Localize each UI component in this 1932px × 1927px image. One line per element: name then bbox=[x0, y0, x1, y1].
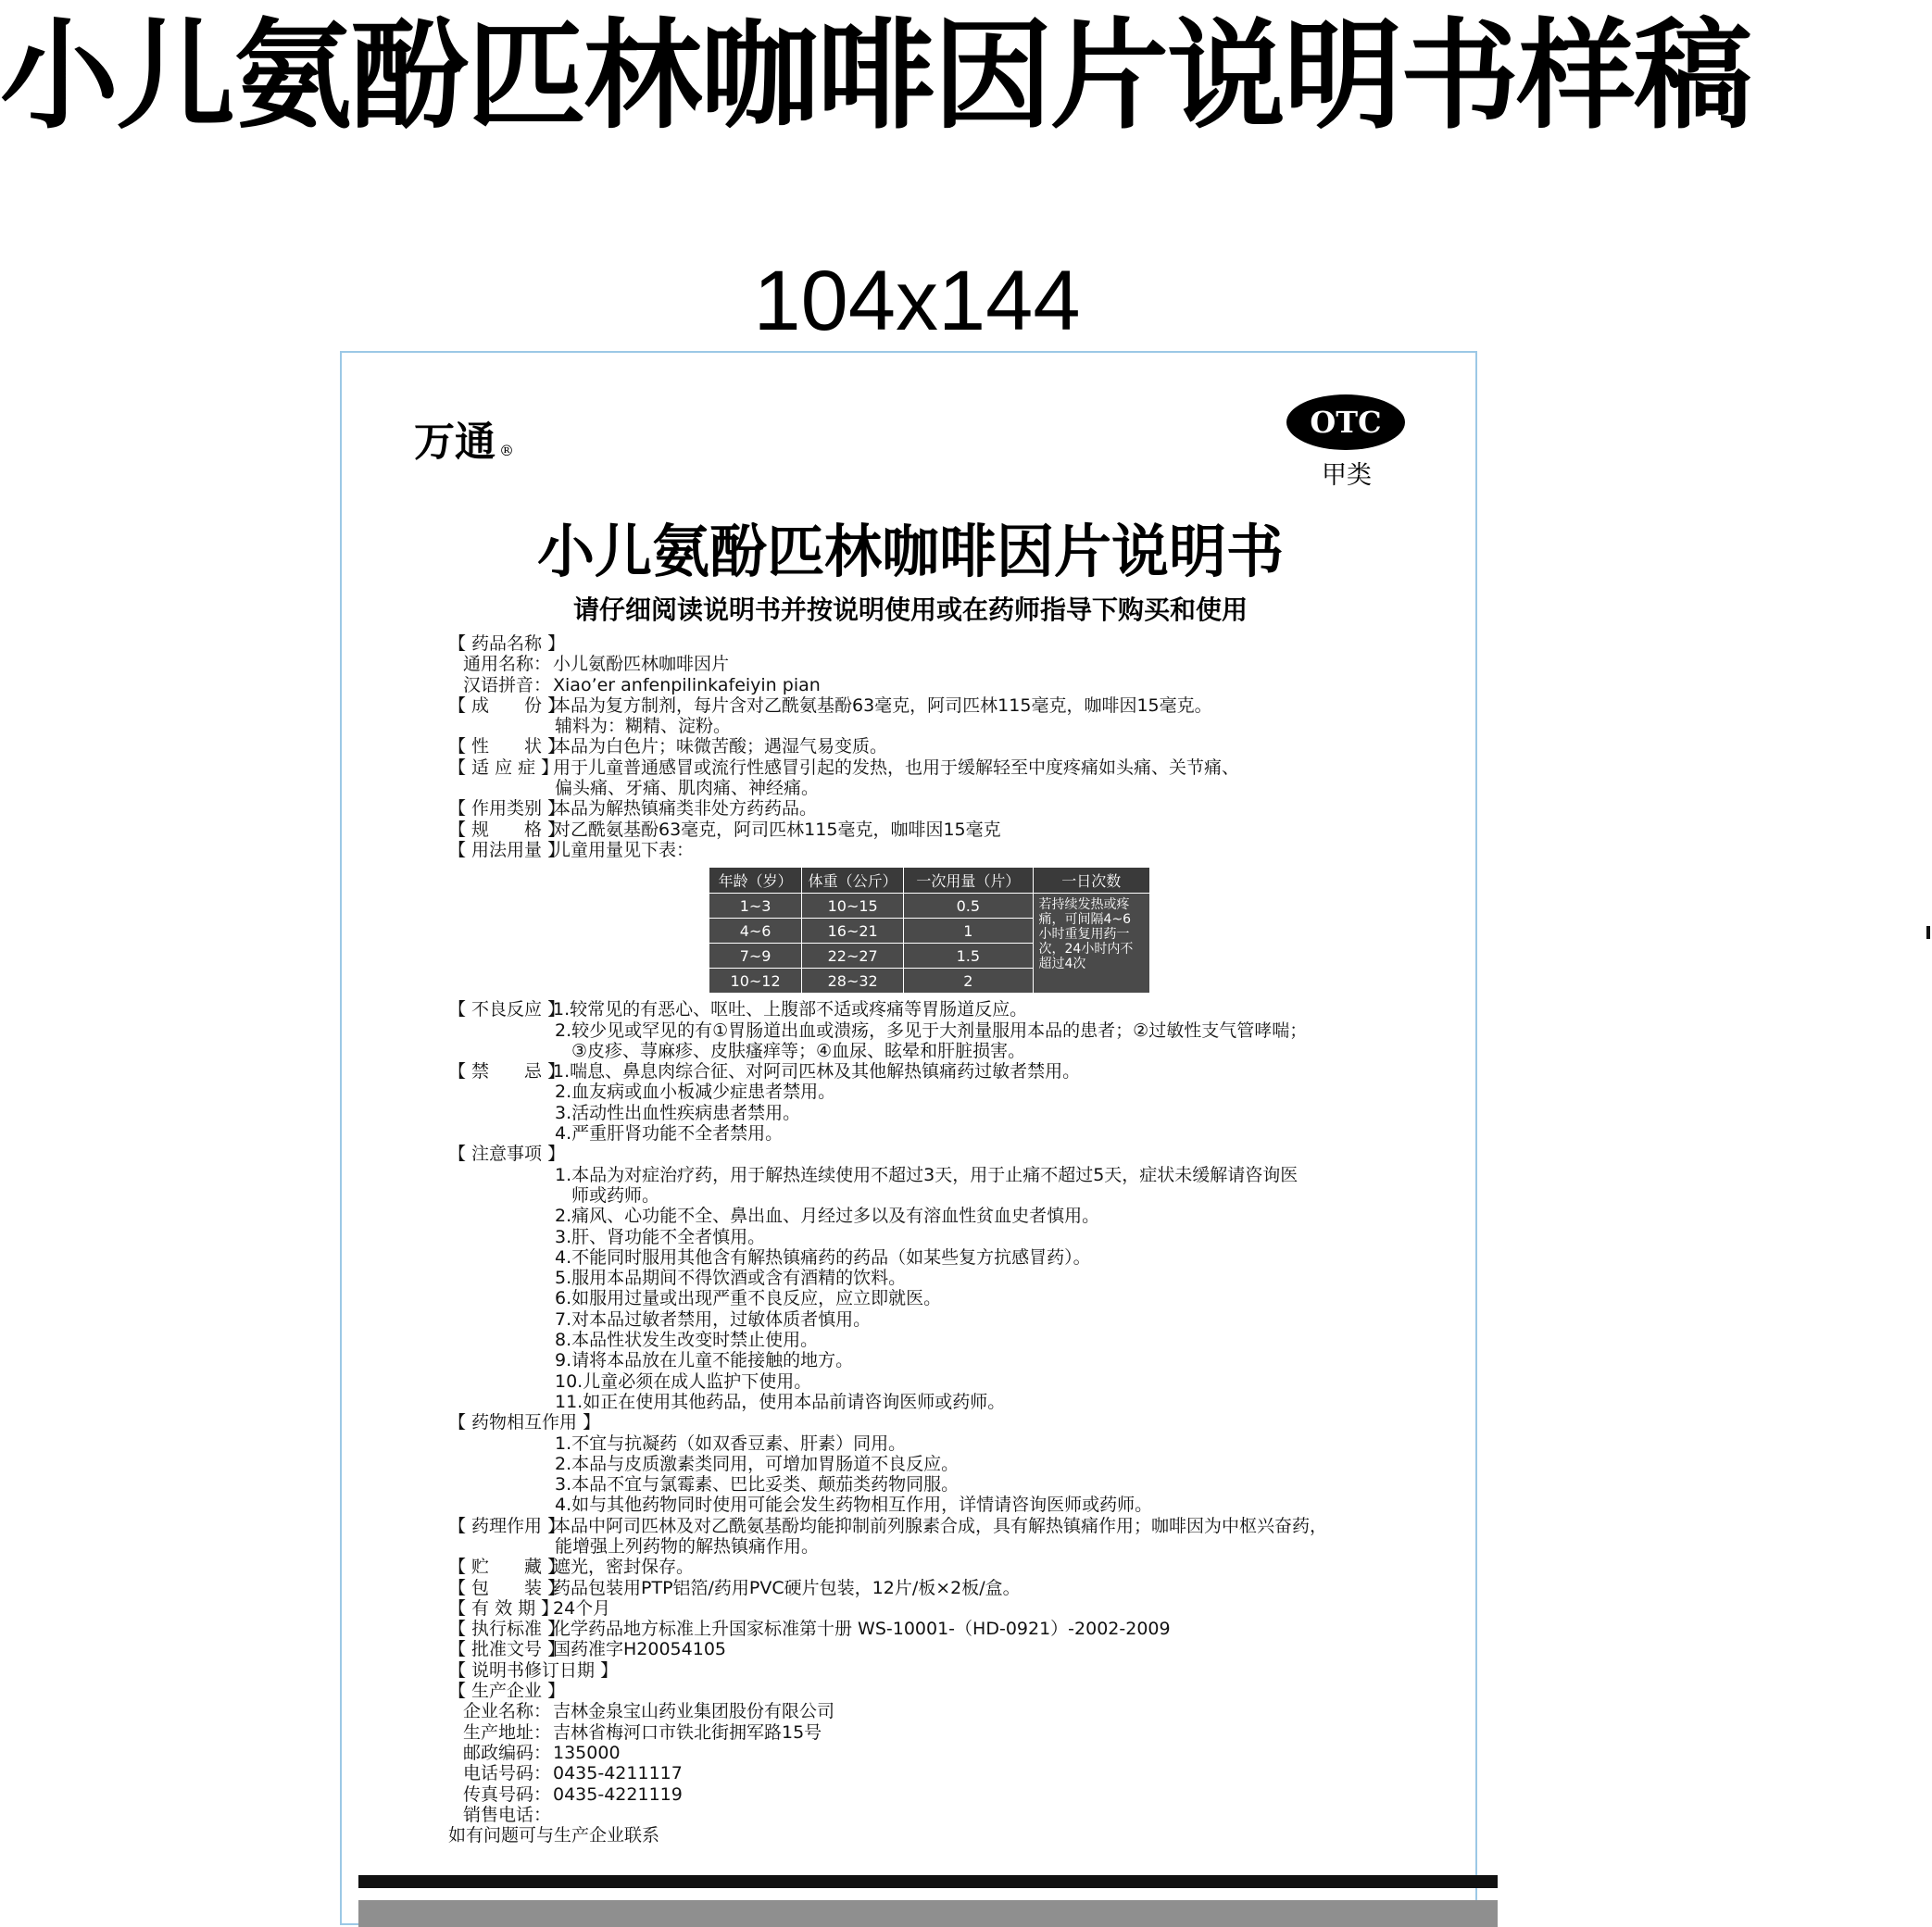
section-text: 本品中阿司匹林及对乙酰氨基酚均能抑制前列腺素合成，具有解热镇痛作用；咖啡因为中枢兴奋药， bbox=[553, 1515, 1328, 1536]
section-label: 【 性 状 】 bbox=[448, 736, 566, 757]
section-text: 4.严重肝肾功能不全者禁用。 bbox=[555, 1123, 784, 1145]
dosage-frequency-note: 若持续发热或疼痛，可间隔4~6 小时重复用药一次，24小时内不超过4次 bbox=[1033, 894, 1150, 994]
section-text: ③皮疹、荨麻疹、皮肤瘙痒等；④血尿、眩晕和肝脏损害。 bbox=[571, 1040, 1026, 1061]
section-text: 辅料为：糊精、淀粉。 bbox=[555, 716, 732, 737]
table-cell: 1 bbox=[904, 919, 1033, 944]
section-text: 135000 bbox=[553, 1742, 621, 1763]
section-text: 4.如与其他药物同时使用可能会发生药物相互作用，详情请咨询医师或药师。 bbox=[555, 1495, 1153, 1516]
leaflet-line bbox=[448, 1350, 1467, 1370]
edge-tick-mark bbox=[1926, 926, 1930, 939]
leaflet-line bbox=[448, 633, 1467, 654]
section-text: 3.本品不宜与氯霉素、巴比妥类、颠茄类药物同服。 bbox=[555, 1474, 960, 1495]
leaflet-sheet bbox=[340, 351, 1477, 1925]
leaflet-line bbox=[448, 1309, 1467, 1330]
section-text: 儿童用量见下表： bbox=[553, 839, 695, 860]
leaflet-line bbox=[448, 1268, 1467, 1288]
section-text: 4.不能同时服用其他含有解热镇痛药的药品（如某些复方抗感冒药）。 bbox=[555, 1246, 1091, 1268]
section-text: 能增强上列药物的解热镇痛作用。 bbox=[555, 1535, 820, 1557]
leaflet-line bbox=[448, 1144, 1467, 1164]
section-text: 9.请将本品放在儿童不能接触的地方。 bbox=[555, 1350, 854, 1371]
document-title: 小儿氨酚匹林咖啡因片说明书 bbox=[536, 518, 1284, 585]
section-text: Xiao’er anfenpilinkafeiyin pian bbox=[553, 674, 821, 695]
leaflet-line bbox=[448, 757, 1467, 778]
leaflet-line bbox=[448, 1247, 1467, 1268]
section-text: 3.活动性出血性疾病患者禁用。 bbox=[555, 1102, 801, 1123]
leaflet-line bbox=[448, 1041, 1467, 1061]
section-text: 吉林省梅河口市铁北街拥军路15号 bbox=[553, 1721, 822, 1743]
leaflet-line bbox=[448, 1619, 1467, 1639]
section-text: 吉林金泉宝山药业集团股份有限公司 bbox=[553, 1701, 835, 1722]
table-cell: 16~21 bbox=[802, 919, 904, 944]
section-label: 【 批准文号 】 bbox=[448, 1639, 566, 1660]
section-text: 11.如正在使用其他药品，使用本品前请咨询医师或药师。 bbox=[555, 1391, 1006, 1412]
section-label: 【 适 应 症 】 bbox=[448, 757, 559, 778]
section-label: 【 贮 藏 】 bbox=[448, 1557, 566, 1578]
registered-mark: ® bbox=[499, 442, 514, 459]
table-cell: 10~12 bbox=[709, 969, 802, 994]
leaflet-line bbox=[448, 1020, 1467, 1041]
leaflet-line bbox=[448, 654, 1467, 674]
field-label: 企业名称： bbox=[463, 1701, 552, 1722]
section-text: 0435-4221119 bbox=[553, 1783, 683, 1805]
leaflet-line bbox=[448, 1371, 1467, 1392]
leaflet-line bbox=[448, 1185, 1467, 1206]
section-label: 【 用法用量 】 bbox=[448, 839, 566, 860]
table-cell: 4~6 bbox=[709, 919, 802, 944]
leaflet-line bbox=[448, 1598, 1467, 1619]
section-text: 1.喘息、鼻息肉综合征、对阿司匹林及其他解热镇痛药过敏者禁用。 bbox=[553, 1061, 1081, 1082]
section-label: 【 规 格 】 bbox=[448, 819, 566, 840]
section-text: 2.血友病或血小板减少症患者禁用。 bbox=[555, 1082, 836, 1103]
section-label: 【 执行标准 】 bbox=[448, 1619, 566, 1640]
section-text: 2.本品与皮质激素类同用，可增加胃肠道不良反应。 bbox=[555, 1453, 960, 1474]
section-text: 6.如服用过量或出现严重不良反应，应立即就医。 bbox=[555, 1288, 942, 1309]
table-cell: 10~15 bbox=[802, 894, 904, 919]
section-text: 药品包装用PTP铝箔/药用PVC硬片包装，12片/板×2板/盒。 bbox=[553, 1577, 1021, 1598]
leaflet-line bbox=[448, 1392, 1467, 1412]
section-text: 小儿氨酚匹林咖啡因片 bbox=[553, 654, 730, 675]
page-title: 小儿氨酚匹林咖啡因片说明书样稿 bbox=[0, 6, 1751, 145]
leaflet-line bbox=[448, 1495, 1467, 1515]
section-text: 24个月 bbox=[553, 1597, 611, 1619]
section-text: 5.服用本品期间不得饮酒或含有酒精的饮料。 bbox=[555, 1268, 907, 1289]
leaflet-line bbox=[448, 1516, 1467, 1536]
otc-class-label: 甲类 bbox=[1322, 461, 1372, 490]
dosage-header-weight: 体重（公斤） bbox=[802, 868, 904, 894]
section-heading: 【 药物相互作用 】 bbox=[448, 1412, 601, 1433]
dosage-table-header-row bbox=[709, 868, 1150, 894]
section-label: 【 有 效 期 】 bbox=[448, 1597, 559, 1619]
leaflet-line bbox=[448, 820, 1467, 840]
section-text: 1.较常见的有恶心、呕吐、上腹部不适或疼痛等胃肠道反应。 bbox=[553, 999, 1028, 1020]
leaflet-line bbox=[448, 1825, 1467, 1846]
dosage-header-frequency: 一日次数 bbox=[1033, 868, 1150, 894]
section-text: 国药准字H20054105 bbox=[553, 1639, 726, 1660]
leaflet-line bbox=[448, 1805, 1467, 1825]
leaflet-line bbox=[448, 1639, 1467, 1659]
brand-name: 万通 bbox=[414, 419, 496, 466]
table-cell: 0.5 bbox=[904, 894, 1033, 919]
contact-note: 如有问题可与生产企业联系 bbox=[448, 1825, 660, 1846]
section-heading: 【 说明书修订日期 】 bbox=[448, 1659, 619, 1681]
leaflet-line bbox=[448, 716, 1467, 736]
leaflet-line bbox=[448, 1743, 1467, 1763]
leaflet-line bbox=[448, 1660, 1467, 1681]
section-heading: 【 注意事项 】 bbox=[448, 1144, 566, 1165]
section-label: 【 包 装 】 bbox=[448, 1577, 566, 1598]
section-label: 【 禁 忌 】 bbox=[448, 1061, 566, 1082]
leaflet-line bbox=[448, 1288, 1467, 1308]
leaflet-line bbox=[448, 1433, 1467, 1454]
leaflet-line bbox=[448, 1474, 1467, 1495]
section-text: 对乙酰氨基酚63毫克，阿司匹林115毫克，咖啡因15毫克 bbox=[553, 819, 1001, 840]
field-label: 电话号码： bbox=[463, 1763, 552, 1784]
section-text: 化学药品地方标准上升国家标准第十册 WS-10001-（HD-0921）-2002-2009 bbox=[553, 1619, 1171, 1640]
leaflet-line bbox=[448, 1784, 1467, 1805]
section-text: 2.较少见或罕见的有①胃肠道出血或溃疡，多见于大剂量服用本品的患者；②过敏性支气管哮喘； bbox=[555, 1020, 1308, 1041]
section-heading: 【 药品名称 】 bbox=[448, 633, 566, 654]
leaflet-line bbox=[448, 1763, 1467, 1783]
section-text: 10.儿童必须在成人监护下使用。 bbox=[555, 1370, 812, 1392]
section-text: 1.本品为对症治疗药，用于解热连续使用不超过3天，用于止痛不超过5天，症状未缓解请咨询医 bbox=[555, 1164, 1298, 1185]
leaflet-line bbox=[448, 1701, 1467, 1721]
section-text: 0435-4211117 bbox=[553, 1763, 683, 1784]
section-text: 7.对本品过敏者禁用，过敏体质者慎用。 bbox=[555, 1308, 872, 1330]
table-cell: 7~9 bbox=[709, 944, 802, 969]
section-label: 【 作用类别 】 bbox=[448, 798, 566, 820]
leaflet-line bbox=[448, 1330, 1467, 1350]
leaflet-line bbox=[448, 1123, 1467, 1144]
leaflet-line bbox=[448, 798, 1467, 819]
field-label: 通用名称： bbox=[463, 654, 552, 675]
field-label: 邮政编码： bbox=[463, 1742, 552, 1763]
section-text: 本品为复方制剂，每片含对乙酰氨基酚63毫克，阿司匹林115毫克，咖啡因15毫克。 bbox=[553, 694, 1212, 716]
leaflet-line bbox=[448, 1578, 1467, 1598]
leaflet-line bbox=[448, 1103, 1467, 1123]
sections-before-table bbox=[448, 633, 1467, 860]
sections-after-table bbox=[448, 999, 1467, 1846]
size-label: 104x144 bbox=[753, 254, 1081, 348]
field-label: 生产地址： bbox=[463, 1721, 552, 1743]
leaflet-line bbox=[448, 999, 1467, 1020]
table-cell: 28~32 bbox=[802, 969, 904, 994]
leaflet-line bbox=[448, 1412, 1467, 1433]
field-label: 汉语拼音： bbox=[463, 674, 552, 695]
leaflet-line bbox=[448, 736, 1467, 757]
footer-gray-bar bbox=[358, 1900, 1498, 1927]
leaflet-line bbox=[448, 1165, 1467, 1185]
table-cell: 2 bbox=[904, 969, 1033, 994]
brand-logo bbox=[414, 408, 514, 468]
dosage-header-dose: 一次用量（片） bbox=[904, 868, 1033, 894]
section-text: 3.肝、肾功能不全者慎用。 bbox=[555, 1226, 766, 1247]
leaflet-line bbox=[448, 1082, 1467, 1102]
document-subtitle: 请仔细阅读说明书并按说明使用或在药师指导下购买和使用 bbox=[572, 594, 1248, 625]
leaflet-line bbox=[448, 695, 1467, 716]
section-text: 8.本品性状发生改变时禁止使用。 bbox=[555, 1330, 819, 1351]
table-row bbox=[709, 894, 1150, 919]
leaflet-line bbox=[448, 1722, 1467, 1743]
section-label: 【 不良反应 】 bbox=[448, 999, 566, 1020]
field-label: 传真号码： bbox=[463, 1783, 552, 1805]
section-label: 【 成 份 】 bbox=[448, 694, 566, 716]
field-label: 销售电话： bbox=[463, 1804, 552, 1825]
leaflet-line bbox=[448, 1557, 1467, 1577]
section-text: 本品为白色片；味微苦酸；遇湿气易变质。 bbox=[553, 736, 888, 757]
section-text: 本品为解热镇痛类非处方药药品。 bbox=[553, 798, 818, 820]
section-text: 师或药师。 bbox=[571, 1184, 660, 1206]
dosage-header-age: 年龄（岁） bbox=[709, 868, 802, 894]
leaflet-line bbox=[448, 840, 1467, 860]
section-label: 【 药理作用 】 bbox=[448, 1515, 566, 1536]
leaflet-sections bbox=[448, 633, 1467, 1846]
table-cell: 22~27 bbox=[802, 944, 904, 969]
leaflet-line bbox=[448, 1227, 1467, 1247]
section-text: 1.不宜与抗凝药（如双香豆素、肝素）同用。 bbox=[555, 1433, 907, 1454]
section-text: 偏头痛、牙痛、肌肉痛、神经痛。 bbox=[555, 778, 820, 799]
section-text: 用于儿童普通感冒或流行性感冒引起的发热，也用于缓解轻至中度疼痛如头痛、关节痛、 bbox=[553, 757, 1240, 778]
section-text: 2.痛风、心功能不全、鼻出血、月经过多以及有溶血性贫血史者慎用。 bbox=[555, 1206, 1100, 1227]
leaflet-line bbox=[448, 1061, 1467, 1082]
section-heading: 【 生产企业 】 bbox=[448, 1681, 566, 1702]
table-cell: 1.5 bbox=[904, 944, 1033, 969]
footer-black-bar bbox=[358, 1875, 1498, 1888]
section-text: 遮光，密封保存。 bbox=[553, 1557, 695, 1578]
leaflet-line bbox=[448, 1681, 1467, 1701]
leaflet-line bbox=[448, 778, 1467, 798]
leaflet-line bbox=[448, 1536, 1467, 1557]
leaflet-line bbox=[448, 1206, 1467, 1226]
table-cell: 1~3 bbox=[709, 894, 802, 919]
dosage-table bbox=[709, 867, 1150, 994]
leaflet-line bbox=[448, 1454, 1467, 1474]
leaflet-line bbox=[448, 675, 1467, 695]
otc-badge: OTC bbox=[1286, 394, 1405, 450]
